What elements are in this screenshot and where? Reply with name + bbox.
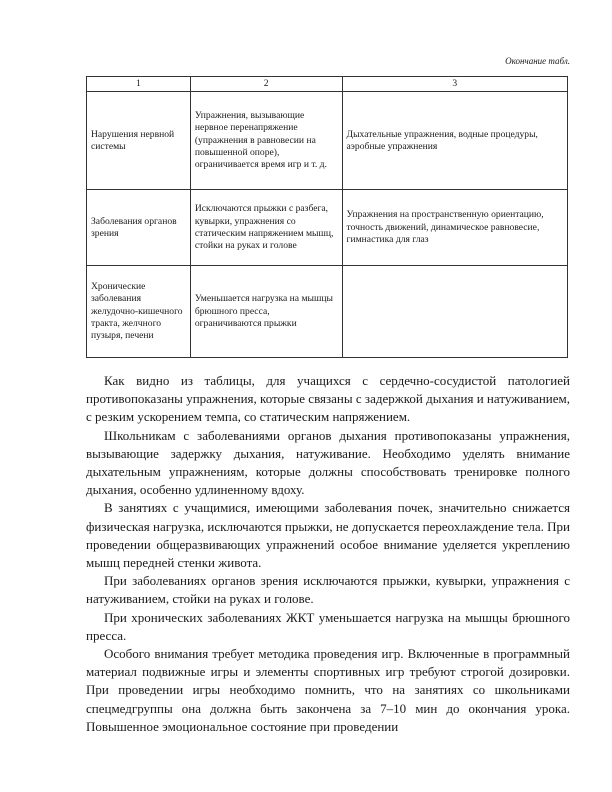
- column-header-2: 2: [190, 77, 342, 92]
- body-text: [86, 372, 570, 736]
- paragraph: При заболеваниях органов зрения исключаются прыжки, кувырки, упражнения с натуживанием, стойки на руках и голове.: [86, 573, 570, 607]
- column-header-1: 1: [87, 77, 191, 92]
- table-cell-contraindicated: Упражнения, вызывающие нервное перенапряжение (упражнения в равновесии на повышенной опоре), ограничивается время игр и т. д.: [190, 92, 342, 190]
- table-cell-contraindicated: Исключаются прыжки с разбега, кувырки, упражнения со статическим напряжением мышц, стойки на руках и голове: [190, 190, 342, 266]
- paragraph: В занятиях с учащимися, имеющими заболевания почек, значительно снижается физическая нагрузка, исключаются прыжки, не допускается переохлаждение тела. При проведении общеразвивающих упражнений особое внимание уделяется укреплению мышц передней стенки живота.: [86, 500, 570, 571]
- table-row: [87, 266, 568, 358]
- table-cell-recommended: Дыхательные упражнения, водные процедуры, аэробные упражнения: [342, 92, 567, 190]
- table-cell-contraindicated: Уменьшается нагрузка на мышцы брюшного пресса, ограничиваются прыжки: [190, 266, 342, 358]
- table-row: [87, 190, 568, 266]
- table-cell-recommended: [342, 266, 567, 358]
- table-header-row: [87, 77, 568, 92]
- table-cell-condition: Хронические заболевания желудочно-кишечного тракта, желчного пузыря, печени: [87, 266, 191, 358]
- table-cell-condition: Нарушения нервной системы: [87, 92, 191, 190]
- table-cell-condition: Заболевания органов зрения: [87, 190, 191, 266]
- paragraph: Особого внимания требует методика проведения игр. Включенные в программный материал подвижные игры и элементы спортивных игр требуют строгой дозировки. При проведении игры необходимо помнить, что на занятиях со школьниками спецмедгруппы она должна быть закончена за 7–10 мин до окончания урока. Повышенное эмоциональное состояние при проведении: [86, 646, 570, 734]
- table-row: [87, 92, 568, 190]
- table-caption: Окончание табл.: [505, 56, 570, 66]
- contraindications-table: [86, 76, 568, 358]
- paragraph: Школьникам с заболеваниями органов дыхания противопоказаны упражнения, вызывающие задержку дыхания, натуживание. Необходимо уделять внимание дыхательным упражнениям, которые должны способствовать тренировке полного дыхания, особенно удлиненному вдоху.: [86, 427, 570, 498]
- paragraph: Как видно из таблицы, для учащихся с сердечно-сосудистой патологией противопоказаны упражнения, которые связаны с задержкой дыхания и натуживанием, с резким ускорением темпа, со статическим напряжением.: [86, 373, 570, 425]
- paragraph: При хронических заболеваниях ЖКТ уменьшается нагрузка на мышцы брюшного пресса.: [86, 609, 570, 643]
- table-cell-recommended: Упражнения на пространственную ориентацию, точность движений, динамическое равновесие, гимнастика для глаз: [342, 190, 567, 266]
- column-header-3: 3: [342, 77, 567, 92]
